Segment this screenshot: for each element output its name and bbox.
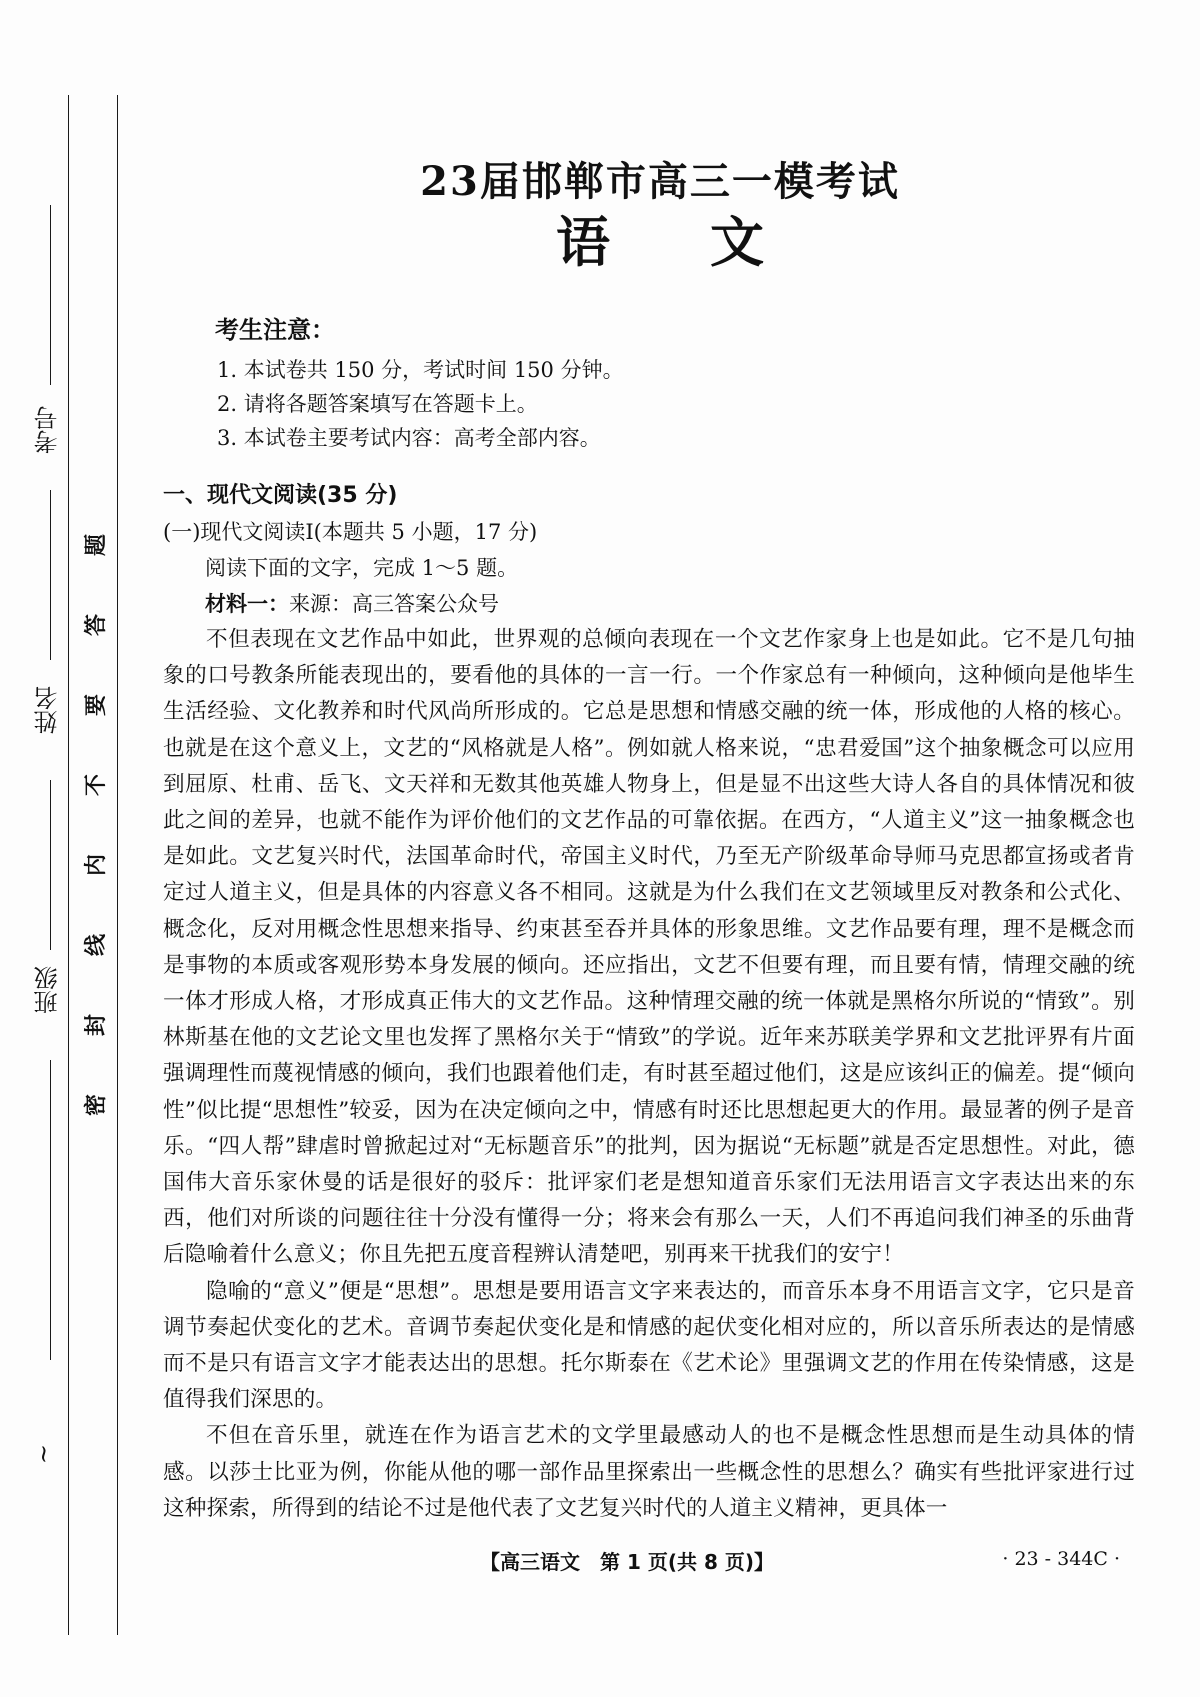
section-heading: 一、现代文阅读(35 分) xyxy=(163,483,398,508)
seal-char: 内 xyxy=(83,854,109,877)
binding-margin xyxy=(0,0,130,1697)
seal-char: 答 xyxy=(83,614,109,637)
notice-item: 1. 本试卷共 150 分，考试时间 150 分钟。 xyxy=(217,358,624,382)
material-line xyxy=(163,586,1135,622)
seal-char: 线 xyxy=(83,934,109,957)
page-number-label: 【高三语文 第 1 页(共 8 页)】 xyxy=(480,1550,774,1574)
section-instruction: 阅读下面的文字，完成 1～5 题。 xyxy=(205,556,519,580)
candidate-notice xyxy=(215,310,1115,455)
binding-line-outer xyxy=(68,95,69,1635)
exam-no-underline xyxy=(50,205,51,385)
exam-subject: 语文 xyxy=(556,210,864,274)
class-label: 班级 xyxy=(34,966,62,1014)
class-underline xyxy=(50,780,51,950)
name-label: 姓名 xyxy=(34,686,62,734)
reading-section xyxy=(163,478,1135,1527)
material-source: 来源：高三答案公众号 xyxy=(289,592,499,616)
exam-no-label: 考号 xyxy=(34,406,62,454)
extra-underline xyxy=(50,1060,51,1360)
seal-char: 题 xyxy=(83,534,109,557)
seal-char: 封 xyxy=(83,1014,109,1037)
material-label: 材料一： xyxy=(205,592,289,616)
binding-tilde: ~ xyxy=(30,1443,59,1465)
exam-code: · 23 - 344C · xyxy=(1002,1548,1120,1570)
notice-item: 2. 请将各题答案填写在答题卡上。 xyxy=(217,392,538,416)
article-paragraph: 不但表现在文艺作品中如此，世界观的总倾向表现在一个文艺作家身上也是如此。它不是几句抽象的口号教条所能表现出的，要看他的具体的一言一行。一个作家总有一种倾向，这种倾向是他毕生生活经验、文化教养和时代风尚所形成的。它总是思想和情感交融的统一体，形成他的人格的核心。也就是在这个意义上，文艺的“风格就是人格”。例如就人格来说，“忠君爱国”这个抽象概念可以应用到屈原、杜甫、岳飞、文天祥和无数其他英雄人物身上，但是显不出这些大诗人各自的具体情况和彼此之间的差异，也就不能作为评价他们的文艺作品的可靠依据。在西方，“人道主义”这一抽象概念也是如此。文艺复兴时代，法国革命时代，帝国主义时代，乃至无产阶级革命导师马克思都宣扬或者肯定过人道主义，但是具体的内容意义各不相同。这就是为什么我们在文艺领域里反对教条和公式化、概念化，反对用概念性思想来指导、约束甚至吞并具体的形象思维。文艺作品要有理，理不是概念而是事物的本质或客观形势本身发展的倾向。还应指出，文艺不但要有理，而且要有情，情理交融的统一体才形成人格，才形成真正伟大的文艺作品。这种情理交融的统一体就是黑格尔所说的“情致”。别林斯基在他的文艺论文里也发挥了黑格尔关于“情致”的学说。近年来苏联美学界和文艺批评界有片面强调理性而蔑视情感的倾向，我们也跟着他们走，有时甚至超过他们，这是应该纠正的偏差。提“倾向性”似比提“思想性”较妥，因为在决定倾向之中，情感有时还比思想起更大的作用。最显著的例子是音乐。“四人帮”肆虐时曾掀起过对“无标题音乐”的批判，因为据说“无标题”就是否定思想性。对此，德国伟大音乐家休曼的话是很好的驳斥：批评家们老是想知道音乐家们无法用语言文字表达出来的东西，他们对所谈的问题往往十分没有懂得一分；将来会有那么一天，人们不再追问我们神圣的乐曲背后隐喻着什么意义；你且先把五度音程辨认清楚吧，别再来干扰我们的安宁！ xyxy=(163,627,1135,1268)
notice-title: 考生注意： xyxy=(215,316,335,344)
section-subheading: (一)现代文阅读Ⅰ(本题共 5 小题，17 分) xyxy=(163,520,538,544)
seal-char: 密 xyxy=(83,1094,109,1117)
exam-title: 23届邯郸市高三一模考试 xyxy=(420,158,900,205)
binding-line-inner xyxy=(117,95,118,1635)
name-underline xyxy=(50,490,51,660)
notice-item: 3. 本试卷主要考试内容：高考全部内容。 xyxy=(217,426,601,450)
article-paragraph: 不但在音乐里，就连在作为语言艺术的文学里最感动人的也不是概念性思想而是生动具体的情感。以莎士比亚为例，你能从他的哪一部作品里探索出一些概念性的思想么？确实有些批评家进行过这种探索，所得到的结论不过是他代表了文艺复兴时代的人道主义精神，更具体一 xyxy=(163,1423,1135,1521)
seal-char: 要 xyxy=(83,694,109,717)
seal-char: 不 xyxy=(83,774,109,797)
article-paragraph: 隐喻的“意义”便是“思想”。思想是要用语言文字来表达的，而音乐本身不用语言文字，它只是音调节奏起伏变化的艺术。音调节奏起伏变化是和情感的起伏变化相对应的，所以音乐所表达的是情感而不是只有语言文字才能表达出的思想。托尔斯泰在《艺术论》里强调文艺的作用在传染情感，这是值得我们深思的。 xyxy=(163,1278,1135,1413)
